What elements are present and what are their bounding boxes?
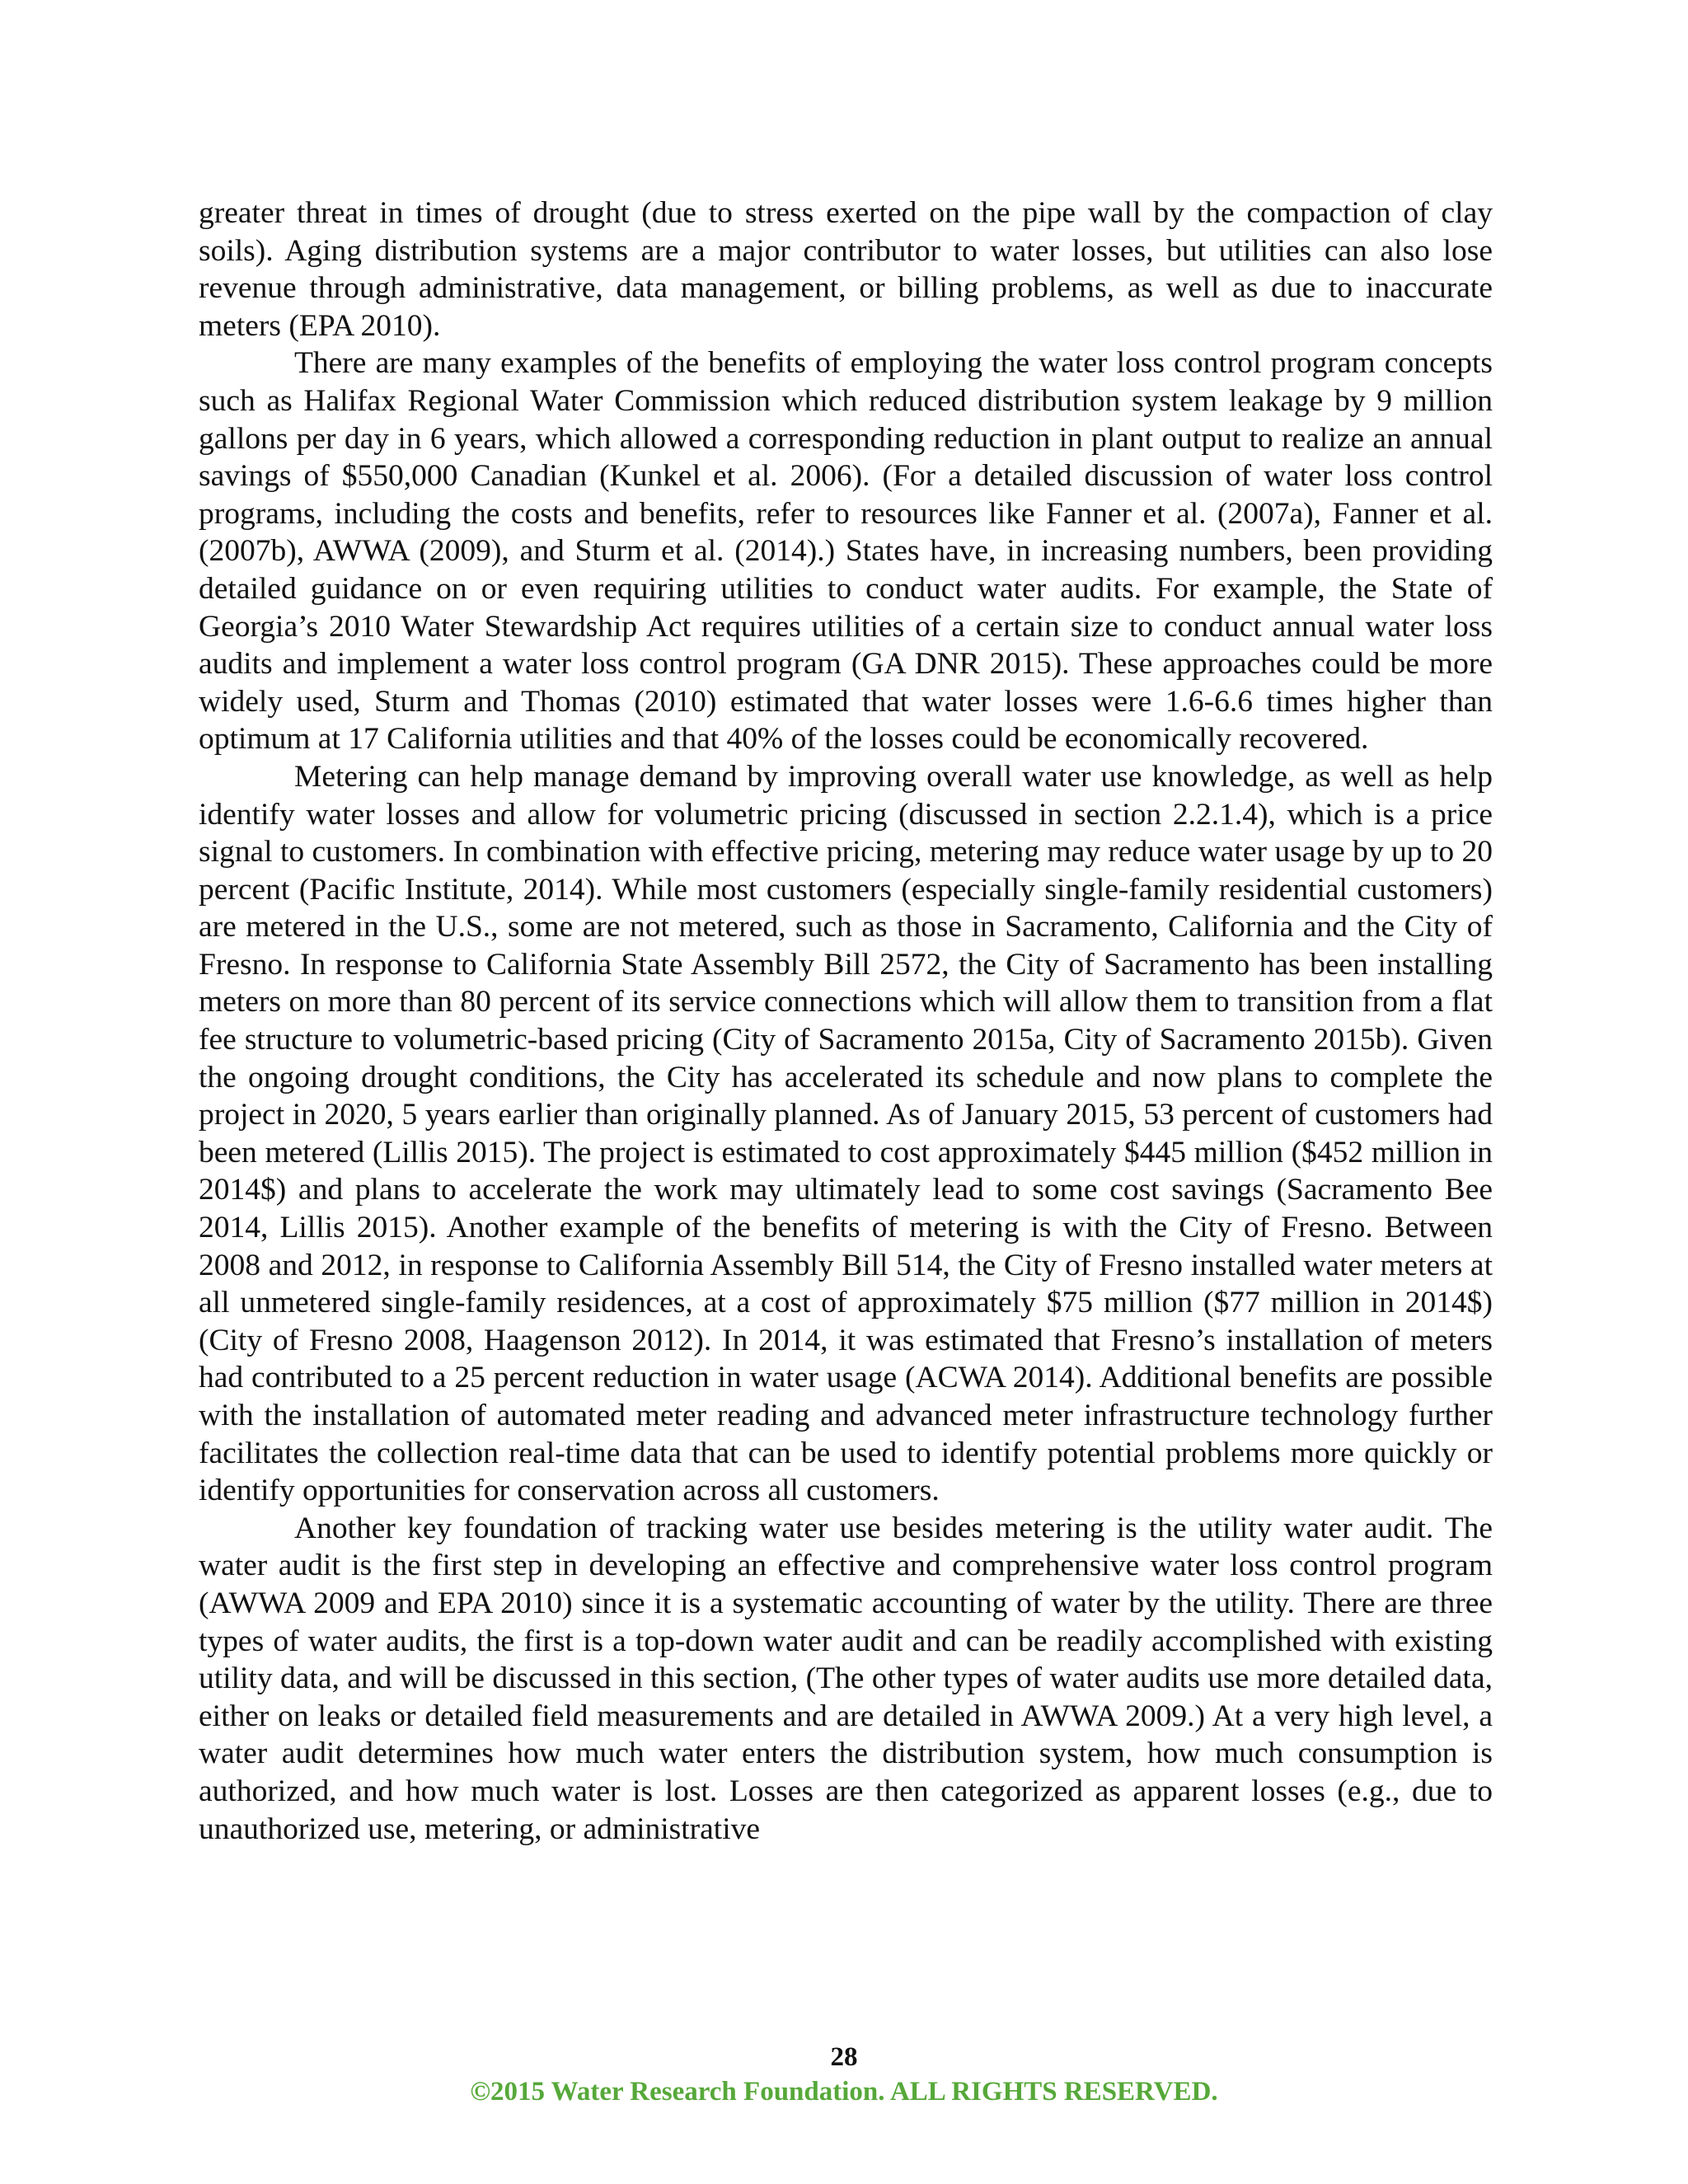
paragraph-water-loss-examples: There are many examples of the benefits of employing the water loss control program concepts such as Halifax Regional Water Commission which reduced distribution system leakage by 9 million gallons per day in 6 years, which allowed a corresponding reduction in plant output to realize an annual savings of $550,000 Canadian (Kunkel et al. 2006). (For a detailed discussion of water loss control programs, including the costs and benefits, refer to resources like Fanner et al. (2007a), Fanner et al. (2007b), AWWA (2009), and Sturm et al. (2014).) States have, in increasing numbers, been providing detailed guidance on or even requiring utilities to conduct water audits. For example, the State of Georgia’s 2010 Water Stewardship Act requires utilities of a certain size to conduct annual water loss audits and implement a water loss control program (GA DNR 2015). These approaches could be more widely used, Sturm and Thomas (2010) estimated that water losses were 1.6-6.6 times higher than optimum at 17 California utilities and that 40% of the losses could be economically recovered. <box>199 346 1493 757</box>
page-number: 28 <box>830 2042 858 2072</box>
copyright-notice: ©2015 Water Research Foundation. ALL RIGHTS RESERVED. <box>470 2077 1218 2107</box>
document-body <box>199 194 1493 1848</box>
paragraph-water-audit: Another key foundation of tracking water use besides metering is the utility water audit. The water audit is the first step in developing an effective and comprehensive water loss control program (AWWA 2009 and EPA 2010) since it is a systematic accounting of water by the utility. There are three types of water audits, the first is a top-down water audit and can be readily accomplished with existing utility data, and will be discussed in this section, (The other types of water audits use more detailed data, either on leaks or detailed field measurements and are detailed in AWWA 2009.) At a very high level, a water audit determines how much water enters the distribution system, how much consumption is authorized, and how much water is lost. Losses are then categorized as apparent losses (e.g., due to unauthorized use, metering, or administrative <box>199 1511 1493 1846</box>
paragraph-metering: Metering can help manage demand by improving overall water use knowledge, as well as help identify water losses and allow for volumetric pricing (discussed in section 2.2.1.4), which is a price signal to customers. In combination with effective pricing, metering may reduce water usage by up to 20 percent (Pacific Institute, 2014). While most customers (especially single-family residential customers) are metered in the U.S., some are not metered, such as those in Sacramento, California and the City of Fresno. In response to California State Assembly Bill 2572, the City of Sacramento has been installing meters on more than 80 percent of its service connections which will allow them to transition from a flat fee structure to volumetric-based pricing (City of Sacramento 2015a, City of Sacramento 2015b). Given the ongoing drought conditions, the City has accelerated its schedule and now plans to complete the project in 2020, 5 years earlier than originally planned. As of January 2015, 53 percent of customers had been metered (Lillis 2015). The project is estimated to cost approximately $445 million ($452 million in 2014$) and plans to accelerate the work may ultimately lead to some cost savings (Sacramento Bee 2014, Lillis 2015). Another example of the benefits of metering is with the City of Fresno. Between 2008 and 2012, in response to California Assembly Bill 514, the City of Fresno installed water meters at all unmetered single-family residences, at a cost of approximately $75 million ($77 million in 2014$) (City of Fresno 2008, Haagenson 2012). In 2014, it was estimated that Fresno’s installation of meters had contributed to a 25 percent reduction in water usage (ACWA 2014). Additional benefits are possible with the installation of automated meter reading and advanced meter infrastructure technology further facilitates the collection real-time data that can be used to identify potential problems more quickly or identify opportunities for conservation across all customers. <box>199 759 1493 1508</box>
paragraph-continuation: greater threat in times of drought (due to stress exerted on the pipe wall by the compaction of clay soils). Aging distribution systems are a major contributor to water losses, but utilities can also lose revenue through administrative, data management, or billing problems, as well as due to inaccurate meters (EPA 2010). <box>199 196 1493 343</box>
